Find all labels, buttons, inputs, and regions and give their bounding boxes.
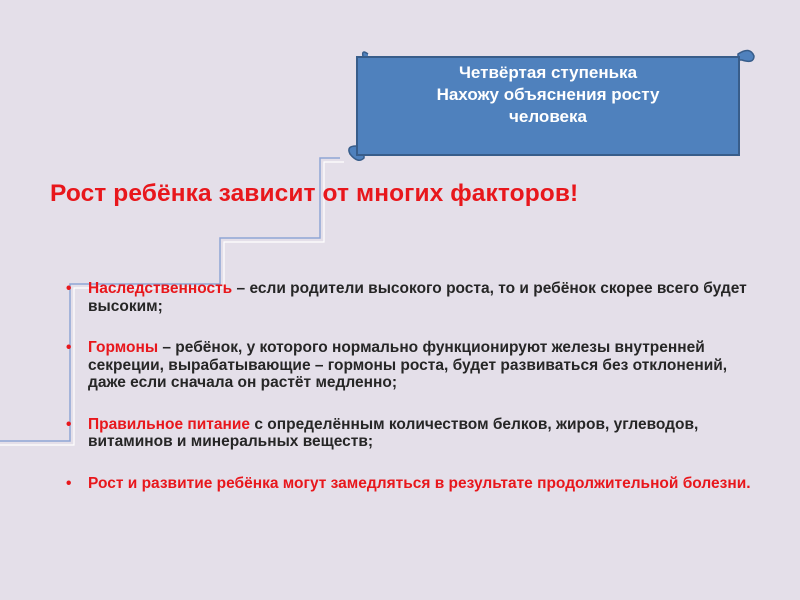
factor-term: Правильное питание	[88, 415, 251, 433]
factor-list	[66, 280, 756, 516]
bullet-icon: •	[66, 474, 72, 492]
bullet-icon: •	[66, 280, 72, 297]
factor-term: Гормоны	[88, 339, 159, 356]
factor-text: – если родители высокого роста, то и ребёнок скорее всего будет высоким;	[88, 280, 747, 315]
list-item	[66, 416, 756, 451]
scroll-banner	[338, 40, 758, 164]
slide-headline: Рост ребёнка зависит от многих факторов!	[50, 180, 579, 207]
scroll-title-line-3: человека	[509, 107, 587, 126]
factor-term: Наследственность	[88, 280, 233, 297]
scroll-title-box	[356, 56, 740, 156]
bullet-icon: •	[66, 339, 72, 356]
scroll-title-line-2: Нахожу объяснения росту	[436, 85, 660, 104]
list-item	[66, 280, 756, 315]
factor-term: Рост и развитие ребёнка могут замедляться в результате продолжительной болезни.	[88, 474, 751, 492]
list-item	[66, 475, 756, 493]
factor-text: – ребёнок, у которого нормально функционируют железы внутренней секреции, вырабатывающие – гормоны роста, будет развиваться без отклонений, даже если сначала он растёт медленно;	[88, 339, 728, 391]
factor-text: с определённым количеством белков, жиров, углеводов, витаминов и минеральных веществ;	[88, 415, 699, 450]
list-item	[66, 339, 756, 392]
bullet-icon: •	[66, 415, 72, 433]
scroll-title-line-1: Четвёртая ступенька	[458, 63, 638, 82]
